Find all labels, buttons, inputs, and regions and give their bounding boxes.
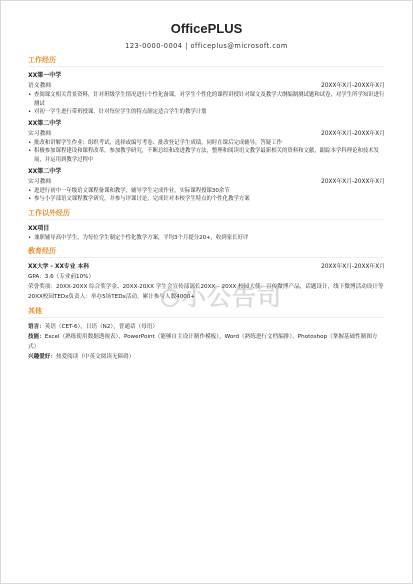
education-section-title: 教育经历 (28, 247, 56, 256)
work-entry-2 (28, 119, 385, 165)
other-entry (28, 322, 385, 362)
project-section-title: 工作以外经历 (28, 208, 70, 217)
entry-bullet: • 批改和讲解学生作业；组织考试，选择或编写考卷、批改登记学生成绩，同时在课后完成辅导，答疑工作 (28, 139, 385, 148)
education-section-header (28, 246, 385, 258)
resume-name: OfficePLUS (170, 21, 243, 36)
project-bullet: • 兼职辅导高中学生，为每位学生制定个性化教学方案，平均3个月提分20+，收到家长好评 (28, 234, 385, 243)
section-divider (28, 219, 385, 220)
entry-role: 实习教师 (28, 178, 52, 185)
project-entry (28, 224, 385, 243)
entry-bullet: • 积极参加课程建设和课程改革，参加教学研究，不断总结和改进教学方法，整理和阅读语文教学最新相关的资料和文献，跟踪本学科理论和技术发展，并运用到教学过程中 (28, 147, 385, 164)
other-item-text: Excel（熟练使用数据透视表），PowerPoint（能够自主设计制作模板），Word（熟练进行文档编排），Photoshop（掌握基础性制图方式） (28, 334, 378, 351)
entry-role: 实习教师 (28, 130, 52, 137)
watermark (161, 277, 282, 312)
work-section-title: 工作经历 (28, 56, 56, 64)
entry-org: XX第二中学 (28, 119, 62, 127)
watermark-logo-icon (161, 289, 179, 307)
entry-org: XX第一中学 (28, 72, 62, 79)
project-org: XX项目 (28, 224, 50, 232)
entry-bullet: • 对初一学生进行带班授课，针对每位学生的特点制定适合学生的教学计划 (28, 108, 385, 117)
entry-date: 20XX年X月-20XX年X月 (321, 178, 385, 185)
entry-date: 20XX年X月-20XX年X月 (321, 130, 385, 137)
project-section-header (28, 208, 385, 220)
work-entry-1 (28, 71, 385, 117)
other-item-label: 语言： (28, 324, 45, 331)
other-section-title: 其他 (28, 307, 42, 316)
watermark-text: 小公告司 (182, 283, 282, 311)
entry-role-row (28, 177, 385, 187)
education-school-row (28, 262, 385, 272)
other-item-skills (28, 332, 385, 352)
other-item-text: 热爱阅读（中英文阅读无障碍） (55, 354, 135, 361)
education-line: 20XX校园TEDx负责人：举办5场TEDx活动，累计参与人数4000+ (28, 294, 196, 301)
contact-line: 123-0000-0004 | officeplus@microsoft.com (125, 42, 288, 50)
work-section-header (28, 55, 385, 67)
entry-bullet: • 参与小学部语文课程教学研究，并参与评课讨论，完成针对本校学生特点的个性化教学方案 (28, 195, 385, 204)
entry-role: 语文教师 (28, 83, 52, 89)
other-item-hobbies (28, 352, 385, 362)
section-divider (28, 317, 385, 318)
education-date: 20XX年X月-20XX年X月 (321, 264, 385, 271)
other-item-label: 技能： (28, 334, 45, 341)
entry-org: XX第二中学 (28, 167, 62, 175)
section-divider (28, 66, 385, 67)
other-item-text: 英语（CET-6），日语（N2），普通话（母语） (44, 324, 158, 331)
entry-role-row (28, 81, 385, 91)
work-entry-3 (28, 167, 385, 204)
education-line: 荣誉奖项：20XX-20XX 综合奖学金、20XX-20XX 学生会宣传部部长20XX – 20XX 校园大使：宣传微博产品，话题设计，线下微博活动设计等 (28, 284, 384, 291)
entry-role-row (28, 129, 385, 139)
entry-bullet: • 进进行初中一年级语文课程备课和教学，辅导学生完成作业，实际课程授课30余节 (28, 187, 385, 196)
education-line: GPA：3.6（专业前10%） (28, 274, 95, 281)
education-school: XX大学 - XX专业 本科 (28, 264, 90, 271)
entry-date: 20XX年X月-20XX年X月 (321, 83, 385, 89)
entry-bullet: • 查阅课文相关背景资料，针对班级学生情况进行个性化备课，对学生个性化的课程讲授针对课文及教学大纲编制测试题和试卷，对学生所学知识进行测试 (28, 91, 385, 108)
other-item-label: 兴趣爱好： (28, 354, 56, 361)
section-divider (28, 257, 385, 258)
other-item-language (28, 322, 385, 332)
